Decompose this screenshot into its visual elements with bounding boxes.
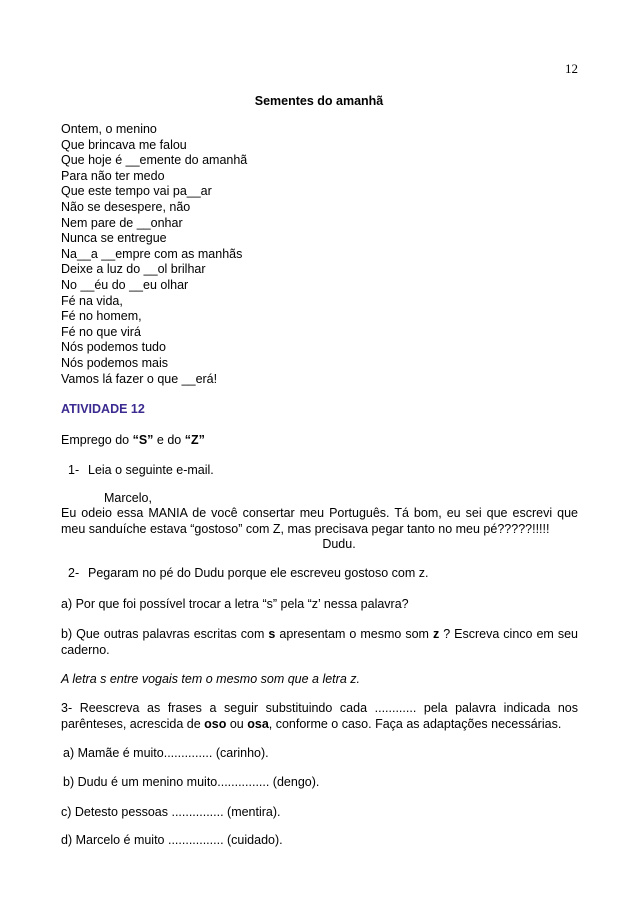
poem-line: Para não ter medo (61, 168, 165, 183)
suffix-oso: oso (204, 716, 227, 731)
poem-line: Nem pare de __onhar (61, 215, 183, 230)
exercise-item-d: d) Marcelo é muito ................ (cuidado). (61, 833, 283, 847)
poem-line: Fé no que virá (61, 324, 141, 339)
email-signature: Dudu. (322, 537, 356, 551)
poem-line: Que brincava me falou (61, 137, 187, 152)
activity-title: ATIVIDADE 12 (61, 402, 145, 416)
page-title: Sementes do amanhã (254, 94, 384, 108)
poem-line: Deixe a luz do __ol brilhar (61, 262, 206, 277)
question-text: , conforme o caso. Faça as adaptações necessárias. (268, 716, 562, 731)
exercise-item-c: c) Detesto pessoas ............... (mentira). (61, 805, 281, 819)
question-text: b) Que outras palavras escritas com (61, 627, 269, 641)
poem-line: Nós podemos mais (61, 355, 168, 370)
poem-line: Que hoje é __emente do amanhã (61, 153, 248, 168)
poem-line: Vamos lá fazer o que __erá! (61, 371, 218, 386)
question-3 (61, 701, 578, 732)
email-body: Eu odeio essa MANIA de você consertar meu Português. Tá bom, eu sei que escrevi que meu sanduíche estava “gostoso” com Z, mas precisava pegar tanto no meu pé?????!!!!! (61, 506, 578, 536)
usage-middle: e do (153, 433, 185, 447)
question-number: 1- (68, 463, 80, 477)
poem-line: Na__a __empre com as manhãs (61, 246, 243, 261)
poem-line: Nós podemos tudo (61, 340, 166, 355)
question-2b (61, 627, 578, 658)
usage-s: “S” (132, 433, 154, 447)
poem-line: Não se desespere, não (61, 199, 191, 214)
poem-line: Ontem, o menino (61, 122, 157, 136)
poem-line: Que este tempo vai pa__ar (61, 184, 212, 199)
poem (61, 122, 247, 387)
exercise-item-a: a) Mamãe é muito.............. (carinho). (63, 746, 269, 760)
email-sender: Marcelo, (104, 491, 152, 505)
rule-note: A letra s entre vogais tem o mesmo som que a letra z. (61, 672, 360, 686)
question-text: apresentam o mesmo som (275, 627, 433, 641)
usage-prefix: Emprego do (61, 433, 133, 447)
question-2a: a) Por que foi possível trocar a letra “s” pela “z’ nessa palavra? (61, 597, 409, 611)
question-number: 2- (68, 566, 80, 580)
question-text: 3- Reescreva as frases a seguir substituindo cada ............ pela palavra indicada nos parênteses, acrescida de (61, 701, 578, 731)
letter-s: s (268, 627, 276, 641)
question-text: Pegaram no pé do Dudu porque ele escreveu gostoso com z. (88, 566, 429, 580)
poem-line: No __éu do __eu olhar (61, 277, 189, 292)
usage-heading (61, 433, 578, 449)
suffix-osa: osa (247, 716, 269, 731)
poem-line: Nunca se entregue (61, 231, 167, 246)
page-number: 12 (565, 61, 578, 76)
letter-z: z (432, 627, 440, 641)
poem-line: Fé no homem, (61, 309, 142, 324)
question-1 (68, 463, 585, 479)
question-text: ? Escreva cinco em seu caderno. (61, 627, 578, 657)
question-text: ou (226, 716, 248, 731)
exercise-item-b: b) Dudu é um menino muito............... (dengo). (63, 775, 320, 789)
poem-line: Fé na vida, (61, 293, 123, 308)
question-text: Leia o seguinte e-mail. (88, 463, 214, 477)
usage-z: “Z” (184, 433, 205, 447)
question-2 (68, 566, 585, 582)
